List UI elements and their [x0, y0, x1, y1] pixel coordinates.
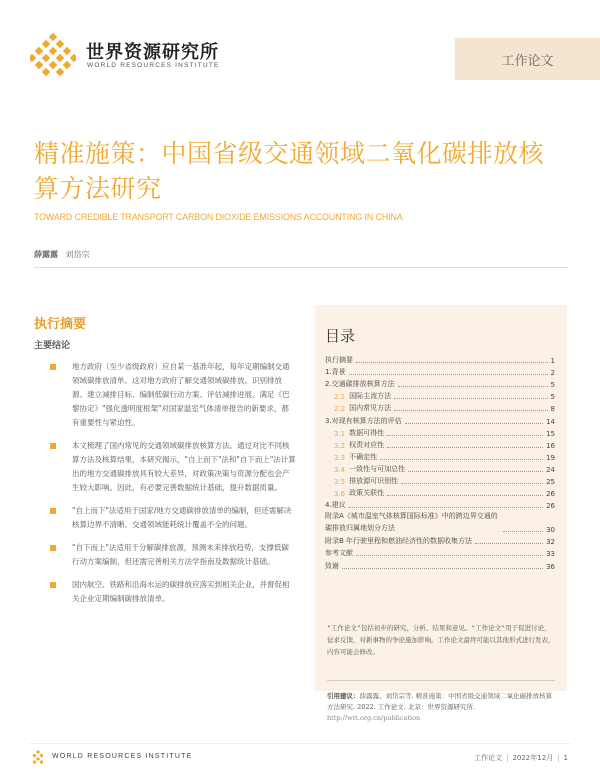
author-2: 刘岱宗: [65, 250, 90, 259]
citation-url[interactable]: http://wri.org.cn/publication: [327, 714, 421, 722]
footer-divider: [30, 743, 570, 744]
wri-footer-logo-icon: [31, 750, 45, 764]
page-title: 精准施策：中国省级交通领域二氧化碳排放核算方法研究: [34, 139, 545, 203]
bullet-item: [50, 541, 296, 569]
bullet-item: [50, 578, 296, 606]
toc-subitem[interactable]: 2.2 国内常见方法 8: [334, 404, 555, 414]
citation: [327, 691, 555, 724]
bullet-item: [50, 360, 296, 430]
toc-item[interactable]: 执行摘要 1: [325, 356, 555, 366]
toc-item[interactable]: 致谢 36: [325, 561, 555, 571]
authors: [34, 249, 90, 260]
toc-list: [325, 353, 555, 571]
toc-subitem[interactable]: 3.6 政策关联性 26: [334, 489, 555, 499]
toc-title: 目录: [325, 327, 356, 345]
toc-item[interactable]: 附录B 年行驶里程和燃油经济性的数据收集方法 32: [325, 537, 555, 547]
footer-doc-type: 工作论文: [474, 754, 503, 762]
toc-subitem[interactable]: 2.1 国际主流方法 5: [334, 392, 555, 402]
footer-date: 2022年12月: [512, 754, 554, 762]
bullet-text: 地方政府（至少省级政府）应自某一基准年起，每年定期编制交通领域碳排放清单。这对地方政府了解交通领域碳排放、识别排放源、建立减排目标、编制低碳行动方案、评估减排进展、满足《巴黎协定》"强化透明度框架"对国家温室气体清单报告的新要求，都有重要性与紧迫性。: [72, 362, 290, 427]
toc-subitem[interactable]: 3.2 权责对应性 16: [334, 440, 555, 450]
doc-type-label: 工作论文: [501, 53, 554, 69]
page-title-en: TOWARD CREDIBLE TRANSPORT CARBON DIOXIDE EMISSIONS ACCOUNTING IN CHINA: [34, 212, 403, 223]
wri-logo-icon: [30, 32, 76, 78]
toc-subitem[interactable]: 3.5 排放源可识别性 25: [334, 477, 555, 487]
bullet-square-icon: [50, 443, 56, 449]
toc-item[interactable]: 2.交通碳排放核算方法 5: [325, 380, 555, 390]
bullet-text: 本文梳理了国内常见的交通领域碳排放核算方法。通过对比不同核算方法及核算结果，本研究揭示，"自上而下"法和"自下而上"法计算出的地方交通碳排放具有较大差异，对政策决策与资源分配也会产生较大影响。因此，有必要完善数据统计基础，提升数据质量。: [72, 441, 296, 492]
author-1: 薛露露: [34, 250, 58, 259]
toc-subitem[interactable]: 3.3 不确定性 19: [334, 452, 555, 462]
bullet-square-icon: [50, 508, 56, 514]
footer-org-name: WORLD RESOURCES INSTITUTE: [52, 753, 193, 760]
summary-bullets: [50, 360, 296, 615]
bullet-square-icon: [50, 582, 56, 588]
toc-item[interactable]: 参考文献 33: [325, 549, 555, 559]
bullet-text: 国内航空、铁路和沿海水运的碳排放应落实到相关企业，并督促相关企业定期编制碳排放清单。: [72, 580, 290, 603]
summary-subheading: 主要结论: [34, 341, 71, 351]
toc-item[interactable]: 附录A《城市温室气体核算国际标准》中的跨边界交通的碳排放归属地划分方法 30: [325, 512, 555, 535]
summary-heading: 执行摘要: [34, 317, 87, 332]
bullet-item: [50, 504, 296, 532]
org-name-en: WORLD RESOURCES INSTITUTE: [87, 62, 220, 69]
doc-type-badge: [455, 38, 600, 80]
bullet-square-icon: [50, 545, 56, 551]
bullet-text: "自下而上"法适用于分解碳排放源，预测未来排放趋势，支撑低碳行动方案编制，但还需完善相关方法学指南及数据统计基础。: [72, 543, 289, 566]
citation-text: 薛露露、刘岱宗等. 精准施策：中国省级交通领域二氧化碳排放核算方法研究. 2022. 工作论文. 北京：世界资源研究所.: [327, 692, 553, 711]
bullet-item: [50, 439, 296, 495]
org-name-cn: 世界资源研究所: [86, 42, 219, 63]
bullet-text: "自上而下"法适用于国家/地方交通碳排放清单的编制，但还需解决核算边界不清晰、交通领域能耗统计覆盖不全的问题。: [72, 506, 292, 529]
toc-panel: [315, 305, 567, 691]
working-paper-note: "工作论文"包括初步的研究、分析、结果和意见。"工作论文"用于促进讨论，征求反馈，对新事物的争论施加影响。工作论文最终可能以其他形式进行发表，内容可能会修改。: [327, 624, 555, 656]
divider: [327, 680, 555, 681]
toc-subitem[interactable]: 3.4 一致性与可加总性 24: [334, 464, 555, 474]
toc-subitem[interactable]: 3.1 数据可得性 15: [334, 428, 555, 438]
footer-meta: 工作论文 | 2022年12月 | 1: [474, 754, 568, 762]
page-number: 1: [563, 754, 568, 762]
bullet-square-icon: [50, 364, 56, 370]
citation-label: 引用建议：: [327, 692, 360, 700]
toc-item[interactable]: 4.建议 26: [325, 501, 555, 511]
toc-item[interactable]: 3.对现有核算方法的评估 14: [325, 416, 555, 426]
toc-item[interactable]: 1.背景 2: [325, 368, 555, 378]
divider: [34, 267, 568, 268]
